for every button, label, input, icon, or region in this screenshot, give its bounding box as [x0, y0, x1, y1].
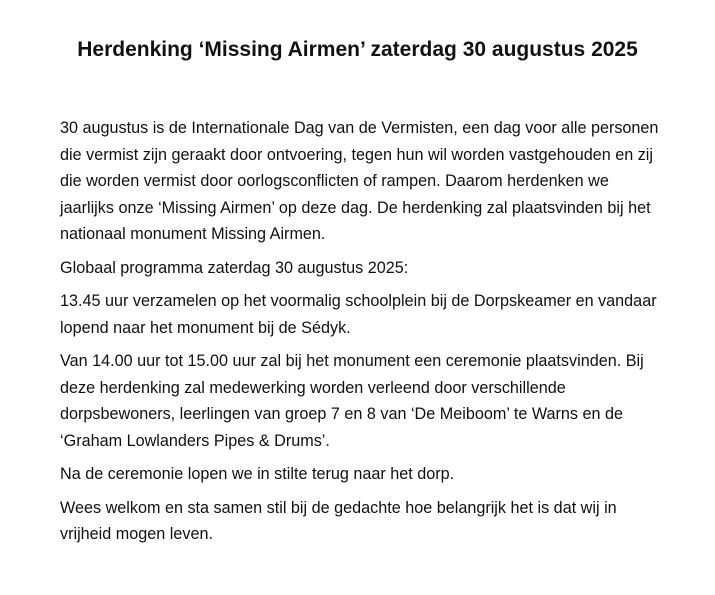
paragraph-gathering: 13.45 uur verzamelen op het voormalig schoolplein bij de Dorpskeamer en vandaar lopend naar het monument bij de Sédyk.	[60, 292, 657, 337]
paragraph-closing: Wees welkom en sta samen stil bij de gedachte hoe belangrijk het is dat wij in vrijheid mogen leven.	[60, 498, 617, 543]
paragraph-ceremony: Van 14.00 uur tot 15.00 uur zal bij het monument een ceremonie plaatsvinden. Bij deze herdenking zal medewerking worden verleend door verschillende dorpsbewoners, leerlingen van groep 7 en 8 van ‘De Meiboom’ te Warns en de ‘Graham Lowlanders Pipes & Drums’.	[60, 352, 644, 450]
document-body	[60, 115, 660, 555]
paragraph-return: Na de ceremonie lopen we in stilte terug naar het dorp.	[60, 465, 455, 483]
paragraph-intro: 30 augustus is de Internationale Dag van de Vermisten, een dag voor alle personen die vermist zijn geraakt door ontvoering, tegen hun wil worden vastgehouden en zij die worden vermist door oorlogsconflicten of rampen. Daarom herdenken we jaarlijks onze ‘Missing Airmen’ op deze dag. De herdenking zal plaatsvinden bij het nationaal monument Missing Airmen.	[60, 119, 659, 243]
paragraph-program-heading: Globaal programma zaterdag 30 augustus 2025:	[60, 258, 409, 277]
page-title: Herdenking ‘Missing Airmen’ zaterdag 30 augustus 2025	[77, 38, 638, 61]
